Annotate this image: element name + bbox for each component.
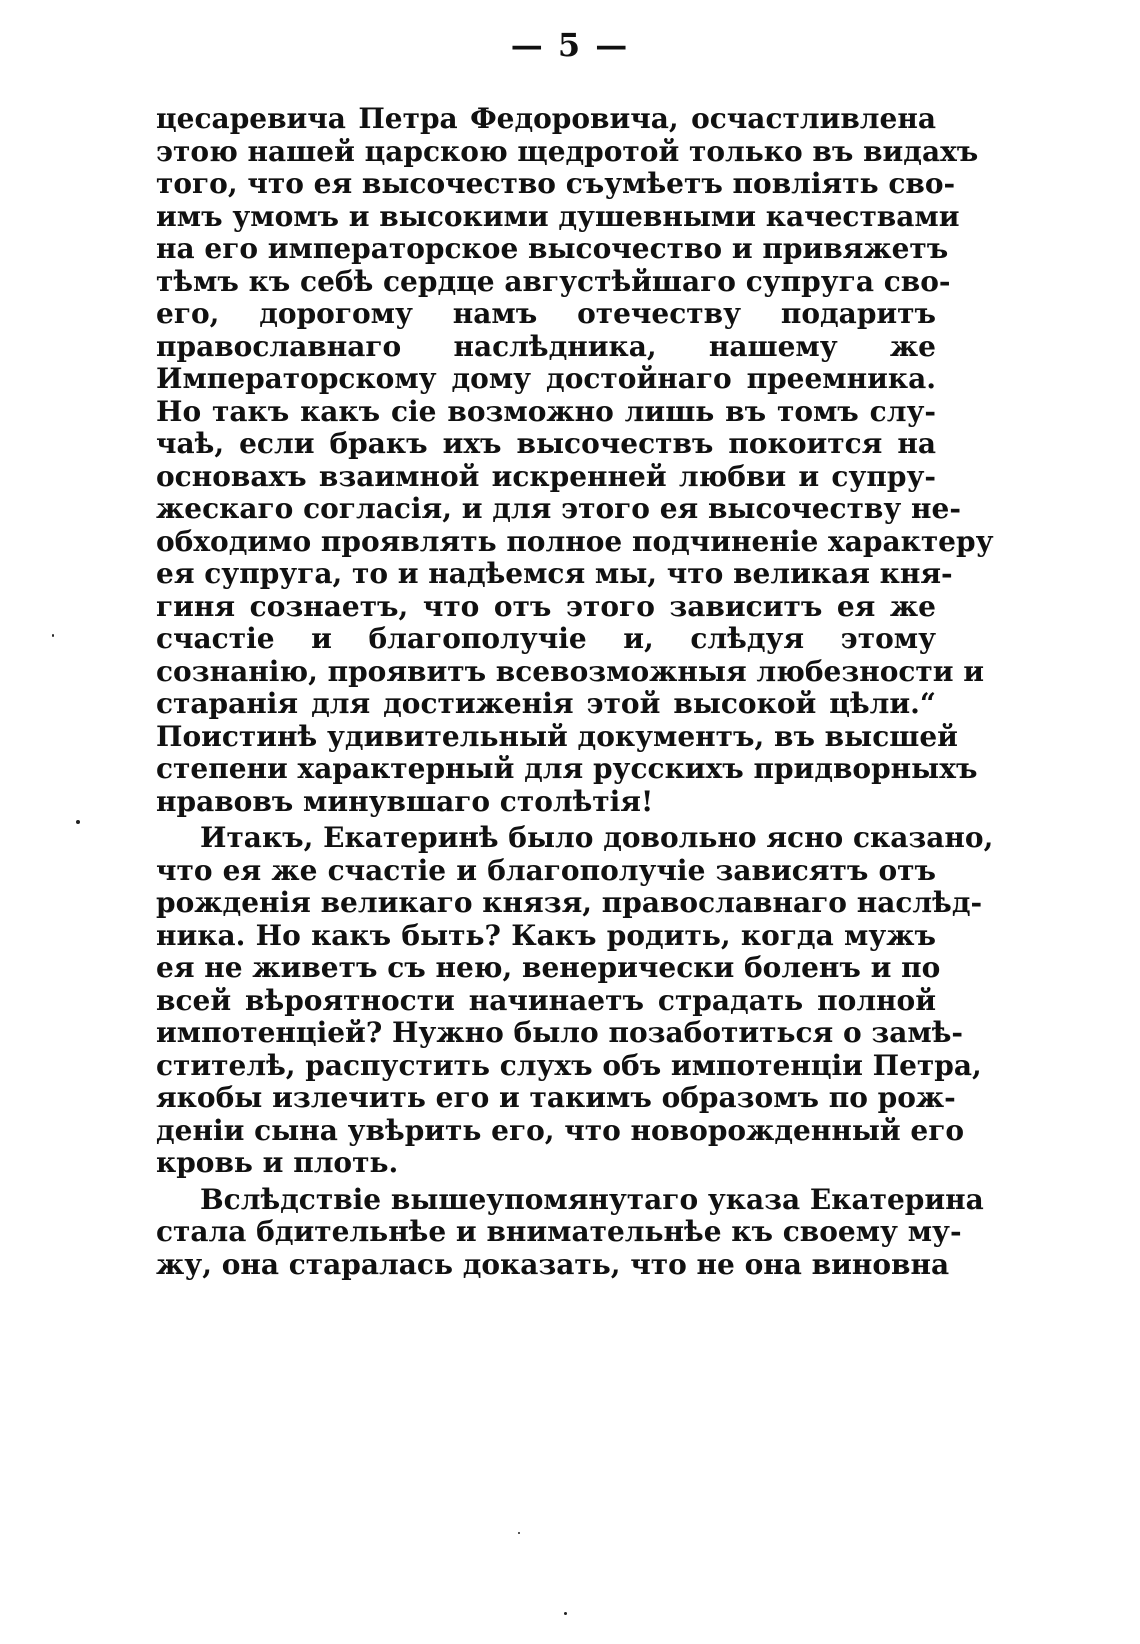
page-number: — 5 — [510,26,630,64]
text-line: жескаго согласiя, и для этого ея высочеству не- [156,492,961,525]
text-line: на его императорское высочество и привяжетъ [156,232,949,265]
text-line: Императорскому дому достойнаго преемника. [156,362,936,395]
margin-speck [76,820,80,824]
text-line: цесаревича Петра Федоровича, осчастливлена [156,102,936,135]
paragraph [156,821,994,1180]
text-line: стителѣ, распустить слухъ объ импотенцiи Петра, [156,1048,982,1082]
text-line: его, дорогому намъ отечеству подаритъ [156,297,936,330]
text-line: жу, она старалась доказать, что не она виновна [156,1247,950,1281]
text-line: что ея же счастiе и благополучiе зависятъ отъ [156,853,936,887]
text-line: Вслѣдствiе вышеупомянутаго указа Екатерина [200,1182,984,1216]
text-line: нравовъ минувшаго столѣтiя! [156,784,654,818]
text-line: основахъ взаимной искренней любви и супру- [156,459,936,493]
text-line: того, что ея высочество съумѣетъ повлiять сво- [156,167,956,200]
text-line: ея супруга, то и надѣемся мы, что великая кня- [156,557,953,590]
text-line: денiи сына увѣрить его, что новорожденный его [156,1113,965,1147]
text-line: счастiе и благополучiе и, слѣдуя этому [156,622,936,655]
paragraph [156,1182,984,1282]
text-line: степени характерный для русскихъ придворныхъ [156,752,978,785]
text-line: рожденiя великаго князя, православнаго наслѣд- [156,886,983,919]
text-line: Но такъ какъ сiе возможно лишь въ томъ слу- [156,394,936,428]
text-line: ника. Но какъ быть? Какъ родить, когда мужъ [156,918,936,952]
text-line: сознанiю, проявитъ всевозможныя любезности и [156,654,985,688]
text-line: Поистинѣ удивительный документъ, въ высшей [156,719,958,753]
margin-speck [518,1532,520,1534]
text-line: всей вѣроятности начинаетъ страдать полной [156,983,936,1017]
text-line: чаѣ, если бракъ ихъ высочествъ покоится на [156,427,936,460]
text-line: православнаго наслѣдника, нашему же [156,329,936,363]
text-line: стала бдительнѣе и внимательнѣе къ своему му- [156,1215,962,1248]
margin-speck [52,634,54,637]
text-line: обходимо проявлять полное подчиненiе характеру [156,524,994,558]
paragraph [156,102,994,818]
margin-speck [564,1612,567,1615]
text-line: старанiя для достиженiя этой высокой цѣли.“ [156,687,936,720]
text-line: имъ умомъ и высокими душевными качествами [156,199,960,233]
text-line: гиня сознаетъ, что отъ этого зависитъ ея же [156,589,936,623]
text-line: Итакъ, Екатеринѣ было довольно ясно сказано, [200,821,994,854]
body-text [156,102,994,1281]
text-line: импотенцiей? Нужно было позаботиться о замѣ- [156,1016,964,1049]
text-line: тѣмъ къ себѣ сердце августѣйшаго супруга сво- [156,264,951,298]
text-line: якобы излечить его и такимъ образомъ по рож- [156,1081,956,1114]
text-line: этою нашей царскою щедротой только въ видахъ [156,134,979,168]
text-line: кровь и плоть. [156,1146,399,1179]
text-line: ея не живетъ съ нею, венерически боленъ и по [156,951,941,984]
